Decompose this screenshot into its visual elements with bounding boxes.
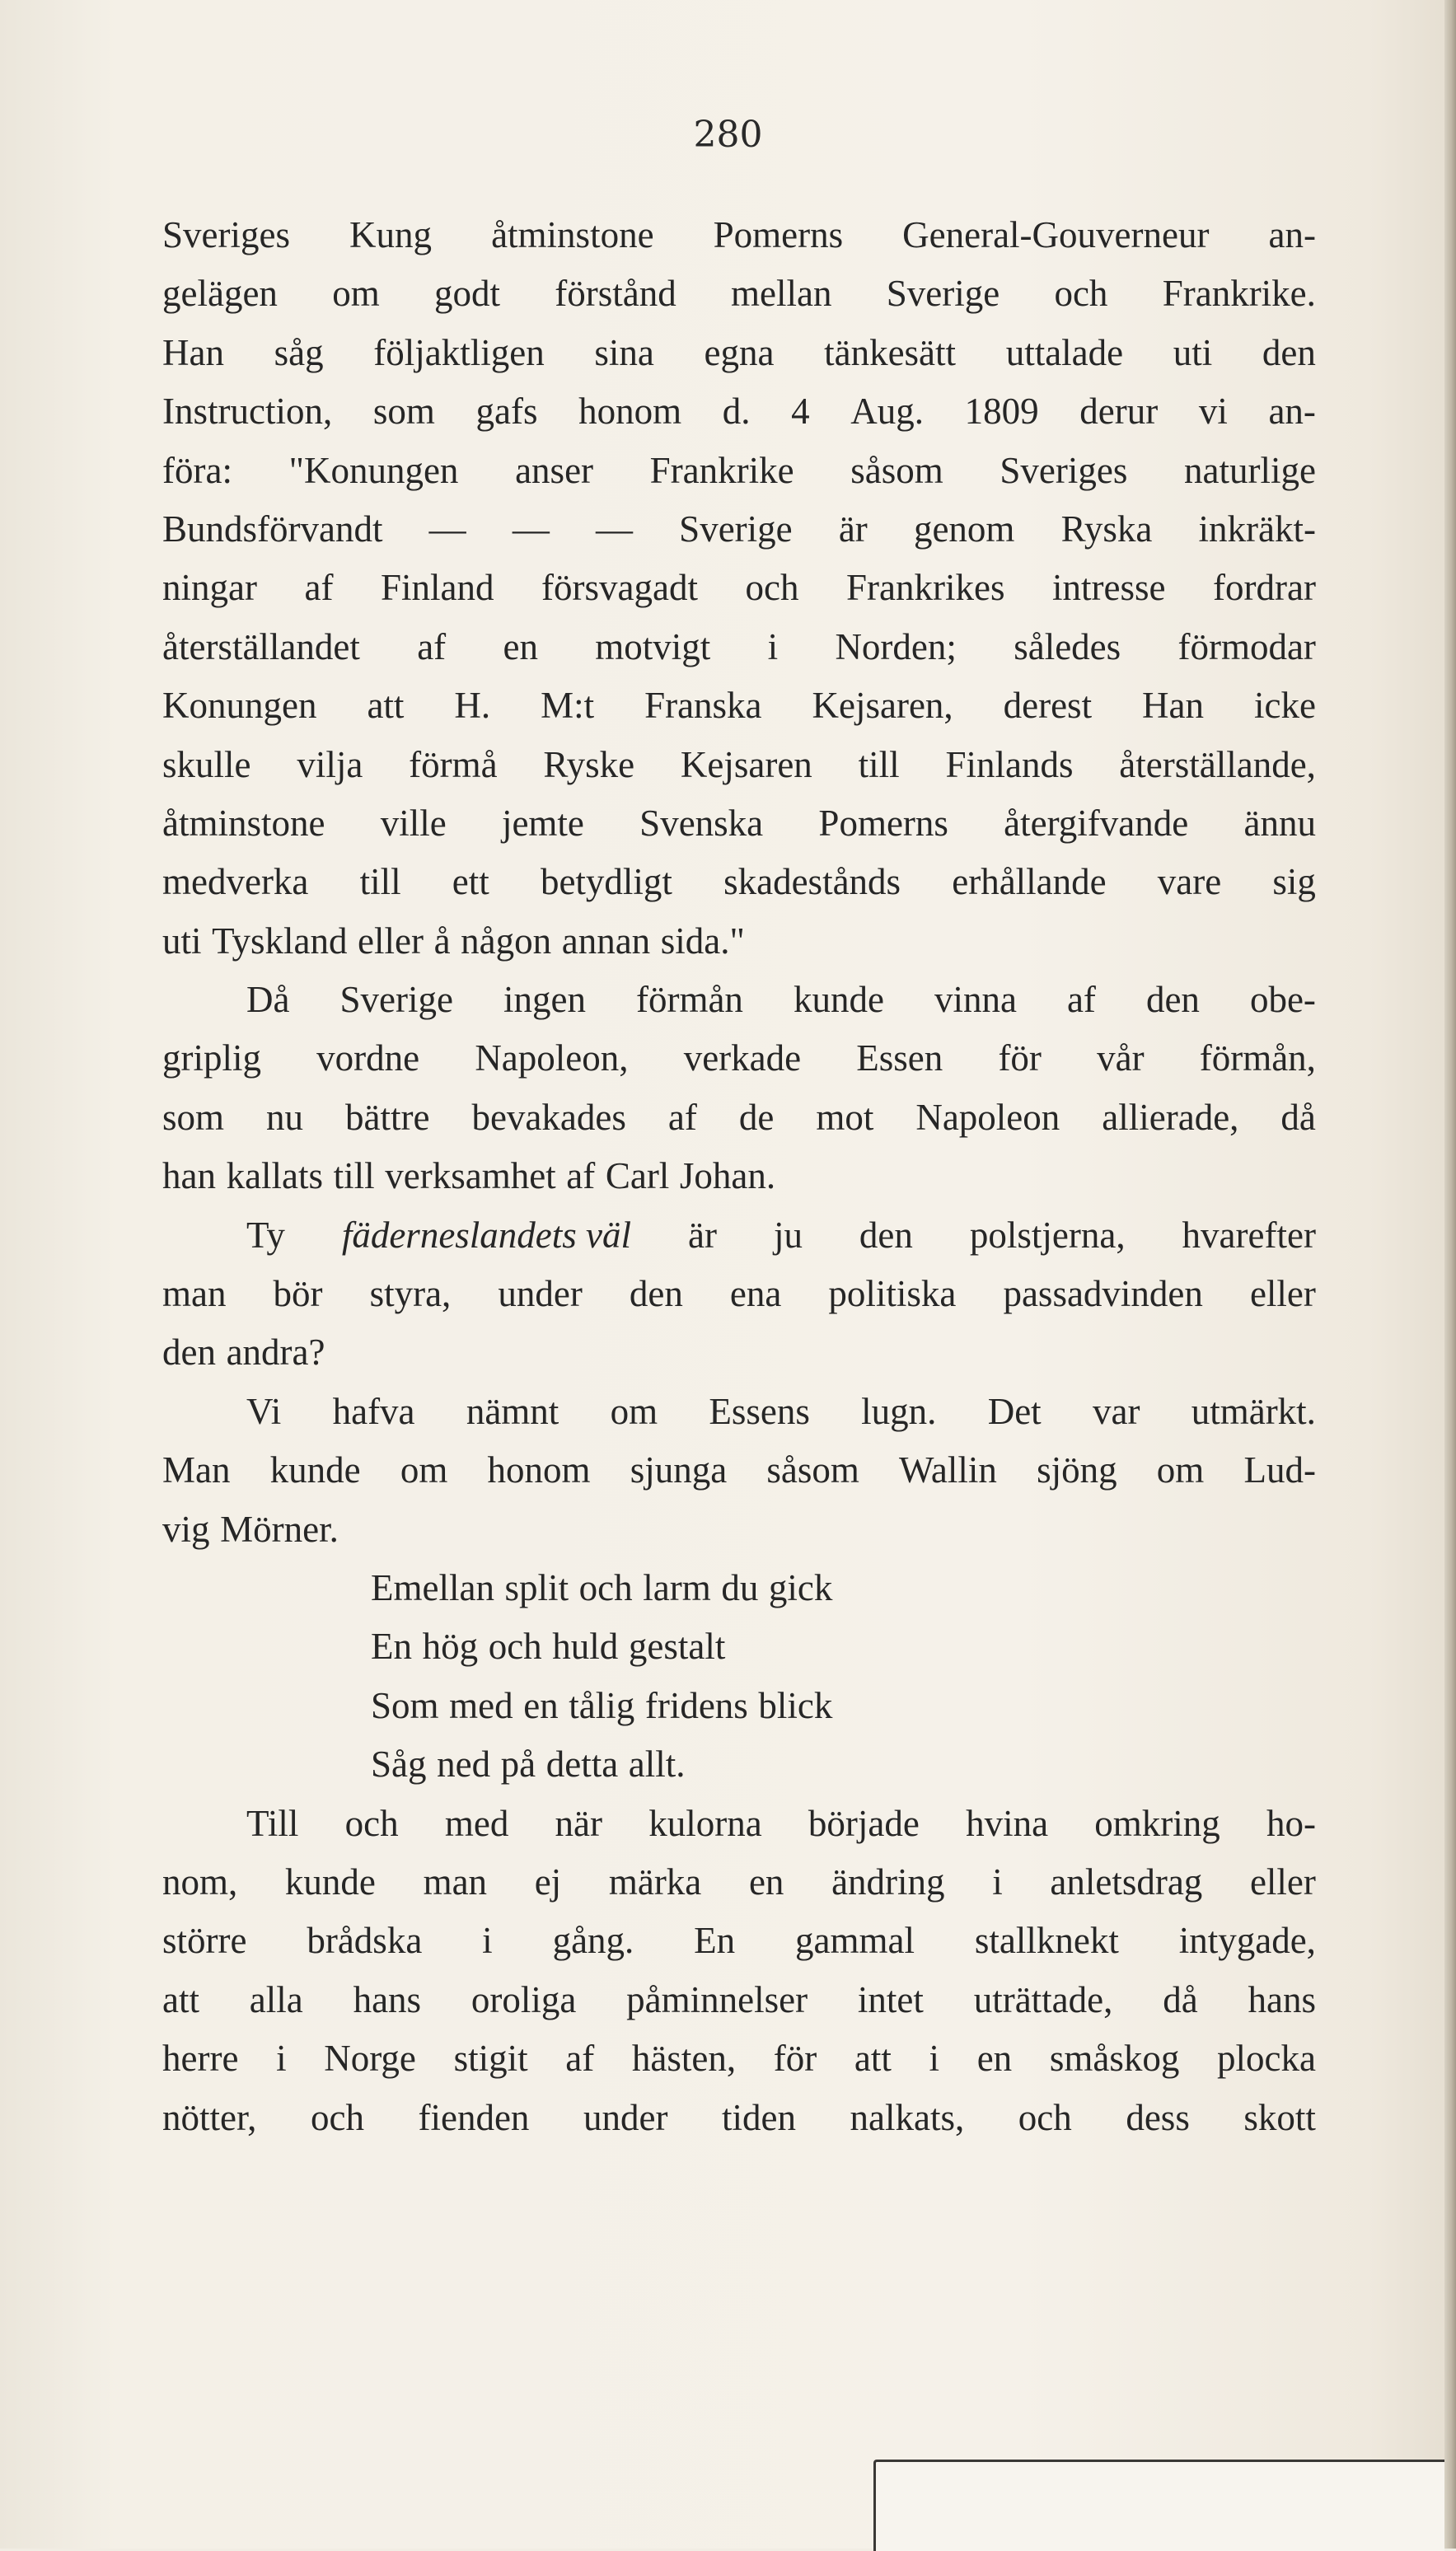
word: Sveriges — [162, 214, 290, 255]
word: af — [565, 2038, 595, 2080]
word: Ryske — [543, 743, 635, 785]
word: återställande, — [1119, 743, 1316, 785]
text-line — [162, 264, 1316, 323]
word: åtminstone — [491, 214, 654, 255]
word: vilja — [297, 743, 363, 785]
word: allierade, — [1102, 1096, 1239, 1138]
word: och — [310, 2096, 364, 2138]
word: småskog — [1049, 2038, 1180, 2080]
word: någon — [461, 920, 552, 962]
text-line — [162, 1383, 1316, 1441]
word: obe- — [1249, 979, 1316, 1021]
word: såsom — [850, 449, 943, 491]
word: Pomerns — [713, 214, 844, 255]
word: honom — [487, 1449, 591, 1491]
text-line — [162, 559, 1316, 617]
word: bevakades — [471, 1096, 626, 1138]
word: nämnt — [466, 1390, 559, 1432]
bottom-right-tab — [873, 2460, 1444, 2551]
word: En — [371, 1626, 412, 1668]
word: Emellan — [371, 1566, 494, 1608]
word: styra, — [369, 1273, 452, 1315]
word: Bundsförvandt — [162, 508, 383, 550]
word: fordrar — [1213, 567, 1316, 609]
text-line — [162, 853, 1316, 911]
word: skadestånds — [723, 861, 901, 903]
word: återställandet — [162, 625, 360, 667]
word: om — [610, 1390, 658, 1432]
word: naturlige — [1184, 449, 1316, 491]
word: anletsdrag — [1050, 1861, 1203, 1903]
word: Finlands — [945, 743, 1074, 785]
word: verksamhet — [385, 1155, 556, 1197]
word: godt — [433, 273, 500, 315]
word: derur — [1079, 391, 1159, 433]
word: såg — [274, 331, 324, 373]
word: under — [583, 2096, 668, 2138]
word: nalkats, — [850, 2096, 965, 2138]
word: hästen, — [631, 2038, 737, 2080]
word: Carl — [605, 1155, 670, 1197]
word: ena — [729, 1273, 782, 1315]
word: Ty — [246, 1214, 285, 1256]
word: tänkesätt — [824, 331, 957, 373]
word: gafs — [475, 391, 538, 433]
word: medverka — [162, 861, 309, 903]
word: gelägen — [162, 273, 278, 315]
word: Sveriges — [1000, 449, 1128, 491]
word: ännu — [1243, 802, 1316, 844]
word: till — [359, 861, 401, 903]
word: i — [276, 2038, 287, 2080]
text-line — [162, 1971, 1316, 2029]
word: honom — [578, 391, 682, 433]
word: Napoleon, — [475, 1037, 629, 1079]
word: och — [344, 1802, 399, 1844]
word: brådska — [307, 1920, 423, 1962]
text-line — [162, 1147, 1316, 1205]
word: påminnelser — [626, 1978, 808, 2020]
text-line — [162, 1088, 1316, 1147]
word: förmodar — [1177, 625, 1316, 667]
word: vår — [1097, 1037, 1145, 1079]
word: ju — [773, 1214, 803, 1256]
word: verkade — [683, 1037, 802, 1079]
word: annan — [561, 920, 651, 962]
text-line — [162, 1206, 1316, 1265]
word: nötter, — [162, 2096, 257, 2138]
text-line — [162, 2089, 1316, 2147]
word: passadvinden — [1003, 1273, 1203, 1315]
word: vordne — [316, 1037, 420, 1079]
text-line — [162, 442, 1316, 500]
word: den — [859, 1214, 913, 1256]
word: försvagadt — [541, 567, 698, 609]
word: ändring — [831, 1861, 945, 1903]
text-line — [162, 676, 1316, 735]
word: intygade, — [1178, 1920, 1316, 1962]
word: — — [512, 508, 550, 550]
word: motvigt — [595, 625, 711, 667]
word: alla — [249, 1978, 303, 2020]
word: Han — [162, 331, 224, 373]
word: du — [721, 1566, 759, 1608]
word: Franska — [644, 685, 762, 727]
page-edge-shadow — [1444, 0, 1456, 2549]
word: när — [555, 1802, 603, 1844]
word: den — [1145, 979, 1200, 1021]
word: kunde — [284, 1861, 376, 1903]
text-line — [162, 1323, 1316, 1382]
word: derest — [1003, 685, 1093, 727]
word: då — [1163, 1978, 1198, 2020]
word: Aug. — [850, 391, 924, 433]
word: dess — [1126, 2096, 1190, 2138]
word: Han — [1142, 685, 1205, 727]
word: större — [162, 1920, 247, 1962]
word: d. — [722, 391, 751, 433]
word: skott — [1243, 2096, 1316, 2138]
word: den — [1262, 331, 1316, 373]
word: larm — [643, 1566, 711, 1608]
text-line — [162, 382, 1316, 441]
text-line — [162, 912, 1316, 971]
word: tålig — [569, 1684, 635, 1726]
word: uträttade, — [973, 1978, 1113, 2020]
word: stigit — [453, 2038, 528, 2080]
word: ingen — [503, 979, 586, 1021]
word: Pomerns — [818, 802, 948, 844]
word: detta — [545, 1744, 619, 1786]
word: Såg — [371, 1744, 427, 1786]
text-line — [162, 206, 1316, 264]
verse-line — [162, 1617, 1316, 1676]
word: genom — [913, 508, 1015, 550]
word: återgifvande — [1004, 802, 1189, 844]
word: Som — [371, 1684, 439, 1726]
word: ej — [534, 1861, 562, 1903]
word: som — [372, 391, 435, 433]
text-line — [162, 1029, 1316, 1088]
text-line — [162, 1441, 1316, 1500]
word: Frankrike — [649, 449, 794, 491]
word: uti — [1173, 331, 1213, 373]
word: Wallin — [899, 1449, 997, 1491]
word: egna — [704, 331, 775, 373]
word: Kung — [349, 214, 433, 255]
word: ningar — [162, 567, 257, 609]
word: Johan. — [679, 1155, 776, 1197]
word: "Konungen — [288, 449, 459, 491]
word: En — [694, 1920, 736, 1962]
word: ville — [380, 802, 447, 844]
word: med — [444, 1802, 509, 1844]
word: erhållande — [952, 861, 1107, 903]
word: som — [162, 1096, 225, 1138]
word: den — [162, 1332, 216, 1374]
word: den — [629, 1273, 683, 1315]
word: Essens — [709, 1390, 810, 1432]
word: å — [433, 920, 451, 962]
word: gång. — [552, 1920, 634, 1962]
word: märka — [608, 1861, 702, 1903]
word: vi — [1198, 391, 1228, 433]
word: Man — [162, 1449, 231, 1491]
word: eller — [1249, 1273, 1316, 1315]
word: af — [1066, 979, 1096, 1021]
word: 4 — [791, 391, 810, 433]
word: och — [578, 1566, 633, 1608]
word: General-Gouverneur — [902, 214, 1210, 255]
word: hafva — [332, 1390, 415, 1432]
word: förstånd — [555, 273, 677, 315]
word: till — [333, 1155, 375, 1197]
text-line — [162, 618, 1316, 676]
word: kulorna — [648, 1802, 762, 1844]
word: utmärkt. — [1191, 1390, 1316, 1432]
word: är — [688, 1214, 717, 1256]
word: Konungen — [162, 685, 317, 727]
word: tiden — [722, 2096, 796, 2138]
word: förmå — [409, 743, 498, 785]
word: skulle — [162, 743, 251, 785]
word: fridens — [644, 1684, 748, 1726]
body-text — [162, 206, 1316, 2147]
text-line — [162, 1795, 1316, 1853]
text-line — [162, 971, 1316, 1029]
word: eller — [358, 920, 424, 962]
word: Instruction, — [162, 391, 333, 433]
word: följaktligen — [373, 331, 545, 373]
word: hans — [1248, 1978, 1316, 2020]
word: man — [162, 1273, 227, 1315]
word: de — [738, 1096, 775, 1138]
word: Mörner. — [220, 1508, 339, 1550]
word: Svenska — [639, 802, 764, 844]
word: uti — [162, 920, 202, 962]
word: i — [482, 1920, 493, 1962]
verse-line — [162, 1677, 1316, 1735]
word: ho- — [1266, 1802, 1316, 1844]
text-line — [162, 1265, 1316, 1323]
word: således — [1014, 625, 1121, 667]
word: Sverige — [886, 273, 1000, 315]
word: Sverige — [339, 979, 453, 1021]
word: allt. — [628, 1744, 686, 1786]
word: hög — [422, 1626, 479, 1668]
word: polstjerna, — [969, 1214, 1126, 1256]
word: kallats — [226, 1155, 324, 1197]
word: under — [498, 1273, 583, 1315]
word: en — [976, 2038, 1013, 2080]
word: att — [854, 2038, 892, 2080]
word: sjöng — [1037, 1449, 1117, 1491]
word: Napoleon — [915, 1096, 1060, 1138]
word: att — [367, 685, 405, 727]
word: intresse — [1052, 567, 1166, 609]
word: Vi — [246, 1390, 282, 1432]
word: inkräkt- — [1198, 508, 1316, 550]
word: att — [162, 1978, 199, 2020]
word: förmån, — [1199, 1037, 1316, 1079]
word: griplig — [162, 1037, 261, 1079]
word: M:t — [541, 685, 595, 727]
emphasis: fäderneslandets väl — [341, 1214, 632, 1256]
word: sig — [1272, 861, 1316, 903]
word: anser — [515, 449, 594, 491]
word: vinna — [934, 979, 1017, 1021]
word: då — [1280, 1096, 1316, 1138]
word: började — [808, 1802, 920, 1844]
word: nom, — [162, 1861, 238, 1903]
word: gick — [768, 1566, 833, 1608]
word: i — [992, 1861, 1003, 1903]
word: åtminstone — [162, 802, 325, 844]
word: blick — [758, 1684, 833, 1726]
word: mellan — [730, 273, 832, 315]
word: i — [767, 625, 779, 667]
word: Frankrike. — [1162, 273, 1316, 315]
word: gestalt — [628, 1626, 726, 1668]
word: om — [400, 1449, 448, 1491]
word: lugn. — [861, 1390, 937, 1432]
text-line — [162, 2029, 1316, 2088]
word: Då — [246, 979, 290, 1021]
word: och — [1018, 2096, 1072, 2138]
word: Tyskland — [212, 920, 348, 962]
word: för — [998, 1037, 1042, 1079]
word: Ryska — [1060, 508, 1153, 550]
word: af — [304, 567, 334, 609]
word: bättre — [345, 1096, 430, 1138]
verse-line — [162, 1559, 1316, 1617]
word: och — [745, 567, 799, 609]
word: af — [417, 625, 447, 667]
word: hvina — [966, 1802, 1049, 1844]
word: var — [1092, 1390, 1140, 1432]
word: hvarefter — [1182, 1214, 1316, 1256]
text-line — [162, 1500, 1316, 1559]
word: på — [500, 1744, 536, 1786]
word: och — [1054, 273, 1108, 315]
word: H. — [454, 685, 491, 727]
word: uttalade — [1005, 331, 1124, 373]
word: han — [162, 1155, 216, 1197]
word: om — [1156, 1449, 1205, 1491]
word: jemte — [501, 802, 584, 844]
word: — — [596, 508, 633, 550]
word: Finland — [381, 567, 494, 609]
word: af — [566, 1155, 596, 1197]
word: Lud- — [1243, 1449, 1316, 1491]
word: är — [838, 508, 868, 550]
word: och — [488, 1626, 542, 1668]
word: mot — [816, 1096, 874, 1138]
word: nu — [266, 1096, 304, 1138]
word: — — [428, 508, 466, 550]
page-number: 280 — [693, 114, 763, 156]
word: oroliga — [471, 1978, 577, 2020]
word: i — [929, 2038, 940, 2080]
word: förmån — [635, 979, 743, 1021]
word: sjunga — [630, 1449, 728, 1491]
text-line — [162, 794, 1316, 853]
word: en — [503, 625, 538, 667]
word: vare — [1157, 861, 1222, 903]
word: an- — [1268, 391, 1316, 433]
word: vig — [162, 1508, 210, 1550]
word: Kejsaren, — [812, 685, 953, 727]
word: man — [423, 1861, 488, 1903]
text-line — [162, 500, 1316, 559]
word: en — [523, 1684, 559, 1726]
word: kunde — [793, 979, 884, 1021]
word: kunde — [269, 1449, 361, 1491]
word: sida." — [660, 920, 745, 962]
word: stallknekt — [974, 1920, 1119, 1962]
word: politiska — [828, 1273, 957, 1315]
word: icke — [1253, 685, 1316, 727]
word: huld — [552, 1626, 619, 1668]
verse-line — [162, 1735, 1316, 1794]
word: föra: — [162, 449, 232, 491]
word: för — [773, 2038, 817, 2080]
word: Norden; — [835, 625, 957, 667]
text-line — [162, 1912, 1316, 1970]
word: plocka — [1217, 2038, 1316, 2080]
text-line — [162, 1853, 1316, 1912]
text-line — [162, 324, 1316, 382]
word: omkring — [1094, 1802, 1220, 1844]
word: ett — [452, 861, 489, 903]
word: Essen — [856, 1037, 943, 1079]
word: split — [504, 1566, 569, 1608]
word: en — [748, 1861, 784, 1903]
word: eller — [1249, 1861, 1316, 1903]
word: Norge — [324, 2038, 416, 2080]
word: gammal — [795, 1920, 915, 1962]
word: intet — [857, 1978, 924, 2020]
word: sina — [594, 331, 654, 373]
word: andra? — [226, 1332, 325, 1374]
word: till — [858, 743, 900, 785]
text-line — [162, 736, 1316, 794]
word: Till — [246, 1802, 299, 1844]
word: Kejsaren — [680, 743, 812, 785]
word: bör — [273, 1273, 323, 1315]
word: fienden — [418, 2096, 530, 2138]
word: med — [449, 1684, 513, 1726]
word: 1809 — [964, 391, 1039, 433]
word: såsom — [766, 1449, 859, 1491]
word: af — [667, 1096, 697, 1138]
word: an- — [1268, 214, 1316, 255]
word: hans — [353, 1978, 422, 2020]
word: betydligt — [540, 861, 672, 903]
word: Det — [987, 1390, 1042, 1432]
word: Frankrikes — [846, 567, 1005, 609]
word: om — [332, 273, 380, 315]
word: Sverige — [679, 508, 793, 550]
word: ned — [437, 1744, 491, 1786]
word: herre — [162, 2038, 239, 2080]
